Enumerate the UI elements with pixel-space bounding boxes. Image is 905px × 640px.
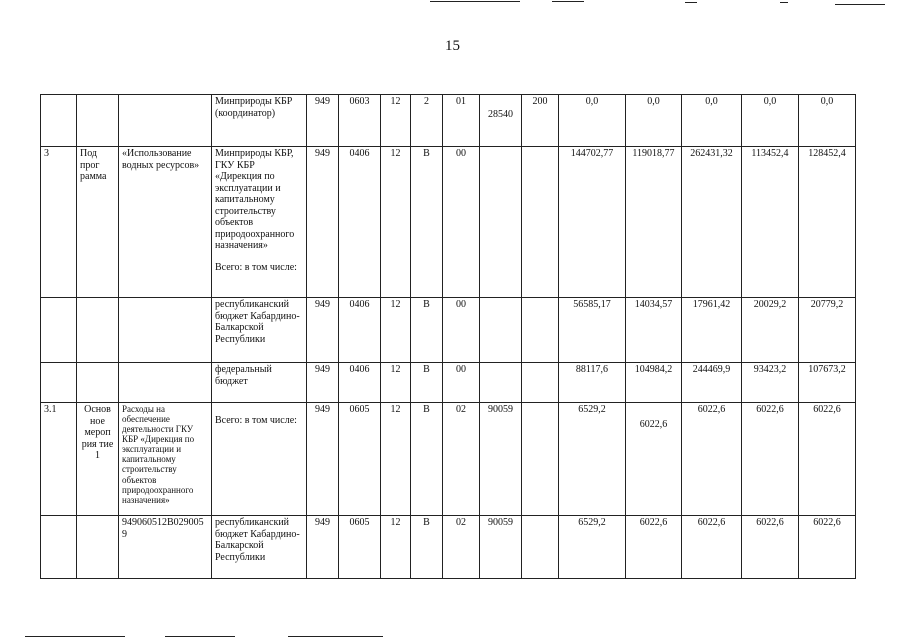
cell-value-3: 262431,32 bbox=[682, 147, 742, 298]
table-row bbox=[41, 516, 856, 579]
cell-status bbox=[77, 516, 119, 579]
cell-value-4: 6022,6 bbox=[742, 516, 799, 579]
cell-csr-2: В bbox=[411, 298, 443, 363]
cell-title bbox=[119, 298, 212, 363]
cell-csr-4 bbox=[480, 363, 522, 403]
cell-executor bbox=[212, 147, 307, 298]
cell-value-1: 144702,77 bbox=[559, 147, 626, 298]
scan-artifact-line bbox=[430, 1, 520, 2]
cell-number: 3.1 bbox=[41, 403, 77, 516]
cell-value-3: 0,0 bbox=[682, 95, 742, 147]
cell-rzpr: 0605 bbox=[339, 403, 381, 516]
cell-executor: республиканский бюджет Кабардино-Балкарской Республики bbox=[212, 298, 307, 363]
cell-csr-3: 00 bbox=[443, 298, 480, 363]
cell-grbs: 949 bbox=[307, 363, 339, 403]
executor-total: Всего: в том числе: bbox=[215, 261, 297, 273]
cell-csr-1: 12 bbox=[381, 298, 411, 363]
scan-artifact-line bbox=[165, 636, 235, 637]
cell-number: 3 bbox=[41, 147, 77, 298]
cell-csr-4: 90059 bbox=[480, 403, 522, 516]
cell-rzpr: 0605 bbox=[339, 516, 381, 579]
scan-artifact-line bbox=[780, 2, 788, 3]
cell-value-3: 6022,6 bbox=[682, 403, 742, 516]
cell-value-1: 88117,6 bbox=[559, 363, 626, 403]
cell-value-5: 0,0 bbox=[799, 95, 856, 147]
executor-name: Минприроды КБР, ГКУ КБР «Дирекция по эксплуатации и капитальному строительству объектов природоохранного назначения» bbox=[215, 148, 295, 251]
cell-title bbox=[119, 95, 212, 147]
cell-status: Основ ное мероп рия тие 1 bbox=[77, 403, 119, 516]
table-row bbox=[41, 95, 856, 147]
cell-value-1: 0,0 bbox=[559, 95, 626, 147]
cell-executor: федеральный бюджет bbox=[212, 363, 307, 403]
cell-number bbox=[41, 95, 77, 147]
cell-executor: Всего: в том числе: bbox=[212, 403, 307, 516]
cell-value-1: 6529,2 bbox=[559, 516, 626, 579]
cell-number bbox=[41, 516, 77, 579]
cell-value-2: 6022,6 bbox=[626, 516, 682, 579]
cell-value-1: 56585,17 bbox=[559, 298, 626, 363]
cell-status bbox=[77, 363, 119, 403]
cell-csr-2: В bbox=[411, 516, 443, 579]
cell-csr-1: 12 bbox=[381, 516, 411, 579]
cell-value-5: 128452,4 bbox=[799, 147, 856, 298]
cell-value-2: 6022,6 bbox=[626, 403, 682, 516]
cell-csr-1: 12 bbox=[381, 403, 411, 516]
cell-grbs: 949 bbox=[307, 147, 339, 298]
cell-csr-1: 12 bbox=[381, 363, 411, 403]
cell-csr-4 bbox=[480, 298, 522, 363]
cell-csr-3: 00 bbox=[443, 363, 480, 403]
cell-executor: Минприроды КБР (координатор) bbox=[212, 95, 307, 147]
cell-csr-2: В bbox=[411, 403, 443, 516]
cell-title: «Использование водных ресурсов» bbox=[119, 147, 212, 298]
cell-executor: республиканский бюджет Кабардино-Балкарской Республики bbox=[212, 516, 307, 579]
cell-value-5: 6022,6 bbox=[799, 403, 856, 516]
cell-value-3: 6022,6 bbox=[682, 516, 742, 579]
cell-vr bbox=[522, 147, 559, 298]
cell-value-4: 20029,2 bbox=[742, 298, 799, 363]
cell-vr bbox=[522, 516, 559, 579]
cell-rzpr: 0406 bbox=[339, 363, 381, 403]
cell-vr bbox=[522, 298, 559, 363]
cell-vr bbox=[522, 403, 559, 516]
cell-value-4: 0,0 bbox=[742, 95, 799, 147]
cell-rzpr: 0406 bbox=[339, 147, 381, 298]
scan-artifact-line bbox=[552, 1, 584, 2]
cell-value-4: 6022,6 bbox=[742, 403, 799, 516]
budget-table bbox=[40, 94, 856, 579]
cell-number bbox=[41, 298, 77, 363]
cell-grbs: 949 bbox=[307, 403, 339, 516]
cell-title: Расходы на обеспечение деятельности ГКУ КБР «Дирекция по эксплуатации и капитальному строительству объектов природоохранного назначения» bbox=[119, 403, 212, 516]
cell-grbs: 949 bbox=[307, 298, 339, 363]
page-number: 15 bbox=[445, 38, 460, 54]
table-row bbox=[41, 147, 856, 298]
scan-artifact-line bbox=[288, 636, 383, 637]
cell-csr-2: В bbox=[411, 363, 443, 403]
cell-csr-4: 28540 bbox=[480, 95, 522, 147]
cell-csr-3: 02 bbox=[443, 403, 480, 516]
cell-value-1: 6529,2 bbox=[559, 403, 626, 516]
cell-csr-2: В bbox=[411, 147, 443, 298]
cell-grbs: 949 bbox=[307, 516, 339, 579]
cell-status: Под прог рамма bbox=[77, 147, 119, 298]
cell-value-4: 93423,2 bbox=[742, 363, 799, 403]
table-row bbox=[41, 403, 856, 516]
cell-value-2: 14034,57 bbox=[626, 298, 682, 363]
cell-grbs: 949 bbox=[307, 95, 339, 147]
cell-csr-4: 90059 bbox=[480, 516, 522, 579]
cell-title bbox=[119, 363, 212, 403]
cell-status bbox=[77, 298, 119, 363]
cell-value-5: 107673,2 bbox=[799, 363, 856, 403]
cell-value-2: 0,0 bbox=[626, 95, 682, 147]
cell-rzpr: 0406 bbox=[339, 298, 381, 363]
cell-csr-3: 00 bbox=[443, 147, 480, 298]
cell-title: 949060512В0290059 bbox=[119, 516, 212, 579]
table-row bbox=[41, 298, 856, 363]
cell-status bbox=[77, 95, 119, 147]
cell-csr-1: 12 bbox=[381, 95, 411, 147]
cell-vr bbox=[522, 363, 559, 403]
cell-vr: 200 bbox=[522, 95, 559, 147]
scan-artifact-line bbox=[685, 2, 697, 3]
cell-number bbox=[41, 363, 77, 403]
cell-value-2: 119018,77 bbox=[626, 147, 682, 298]
scan-artifact-line bbox=[835, 4, 885, 5]
cell-rzpr: 0603 bbox=[339, 95, 381, 147]
scan-artifact-line bbox=[25, 636, 125, 637]
cell-csr-1: 12 bbox=[381, 147, 411, 298]
cell-value-2: 104984,2 bbox=[626, 363, 682, 403]
table-row bbox=[41, 363, 856, 403]
cell-value-5: 20779,2 bbox=[799, 298, 856, 363]
cell-csr-2: 2 bbox=[411, 95, 443, 147]
cell-value-3: 244469,9 bbox=[682, 363, 742, 403]
cell-value-5: 6022,6 bbox=[799, 516, 856, 579]
cell-value-3: 17961,42 bbox=[682, 298, 742, 363]
cell-value-4: 113452,4 bbox=[742, 147, 799, 298]
cell-csr-4 bbox=[480, 147, 522, 298]
cell-csr-3: 02 bbox=[443, 516, 480, 579]
cell-csr-3: 01 bbox=[443, 95, 480, 147]
